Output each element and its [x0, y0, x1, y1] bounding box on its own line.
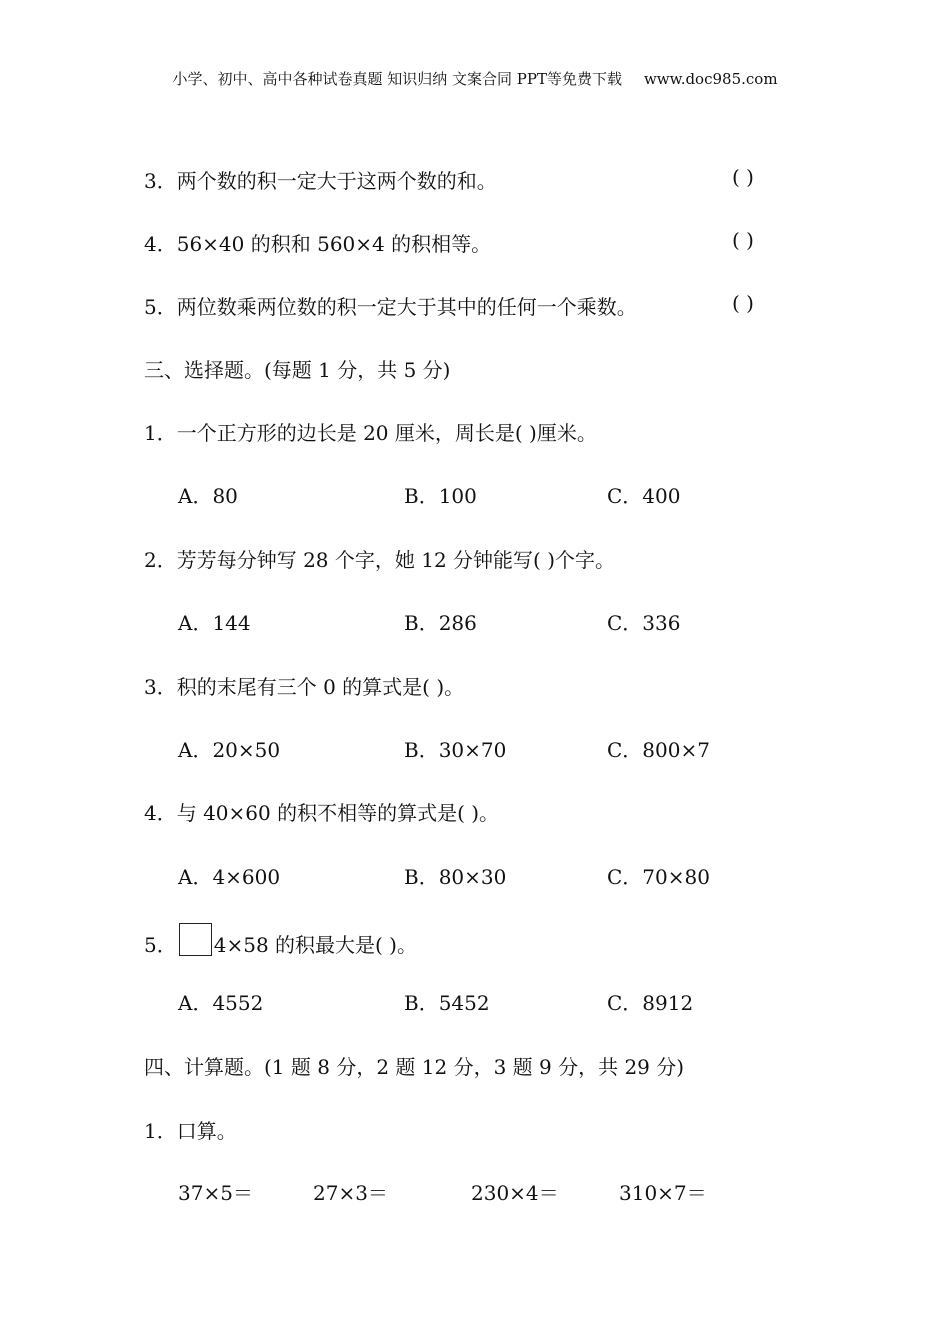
choice-4-option-a[interactable]: A．4×600 [178, 865, 281, 889]
choice-5-option-c[interactable]: C．8912 [607, 991, 694, 1015]
choice-4-option-b[interactable]: B．80×30 [404, 865, 507, 889]
choice-1-option-b[interactable]: B．100 [404, 484, 477, 508]
choice-1-option-a[interactable]: A．80 [178, 484, 238, 508]
page-header [0, 68, 950, 89]
header-text: 小学、初中、高中各种试卷真题 知识归纳 文案合同 PPT等免费下载 [172, 70, 622, 88]
choice-question-1: 1．一个正方形的边长是 20 厘米，周长是( )厘米。 [144, 421, 597, 445]
calc-item-3: 230×4＝ [471, 1181, 559, 1205]
choice-1-option-c[interactable]: C．400 [607, 484, 681, 508]
choice-5-number: 5． [144, 933, 177, 957]
choice-3-option-c[interactable]: C．800×7 [607, 738, 710, 762]
choice-2-option-a[interactable]: A．144 [178, 611, 251, 635]
calc-item-2: 27×3＝ [313, 1181, 388, 1205]
choice-5-text: 4×58 的积最大是( )。 [213, 933, 417, 957]
choice-3-option-a[interactable]: A．20×50 [178, 738, 281, 762]
digit-blank-box[interactable] [179, 923, 212, 956]
judge-answer-paren-3[interactable]: ( ) [732, 165, 754, 189]
judge-question-5: 5．两位数乘两位数的积一定大于其中的任何一个乘数。 [144, 295, 637, 319]
judge-answer-paren-4[interactable]: ( ) [732, 228, 754, 252]
header-site: www.doc985.com [643, 70, 778, 88]
calc-item-4: 310×7＝ [619, 1181, 707, 1205]
choice-question-5 [144, 923, 417, 958]
judge-answer-paren-5[interactable]: ( ) [732, 291, 754, 315]
choice-5-option-b[interactable]: B．5452 [404, 991, 490, 1015]
choice-5-option-a[interactable]: A．4552 [178, 991, 264, 1015]
choice-4-option-c[interactable]: C．70×80 [607, 865, 710, 889]
choice-3-option-b[interactable]: B．30×70 [404, 738, 507, 762]
section-title-choice: 三、选择题。(每题 1 分，共 5 分) [144, 358, 451, 382]
choice-question-3: 3．积的末尾有三个 0 的算式是( )。 [144, 675, 465, 699]
choice-question-2: 2．芳芳每分钟写 28 个字，她 12 分钟能写( )个字。 [144, 548, 616, 572]
calc-subtitle-oral: 1．口算。 [144, 1119, 237, 1143]
judge-question-3: 3．两个数的积一定大于这两个数的和。 [144, 169, 497, 193]
judge-question-4: 4．56×40 的积和 560×4 的积相等。 [144, 232, 492, 256]
section-title-calc: 四、计算题。(1 题 8 分，2 题 12 分，3 题 9 分，共 29 分) [144, 1055, 685, 1079]
choice-2-option-c[interactable]: C．336 [607, 611, 681, 635]
choice-question-4: 4．与 40×60 的积不相等的算式是( )。 [144, 801, 500, 825]
choice-2-option-b[interactable]: B．286 [404, 611, 477, 635]
calc-item-1: 37×5＝ [178, 1181, 253, 1205]
